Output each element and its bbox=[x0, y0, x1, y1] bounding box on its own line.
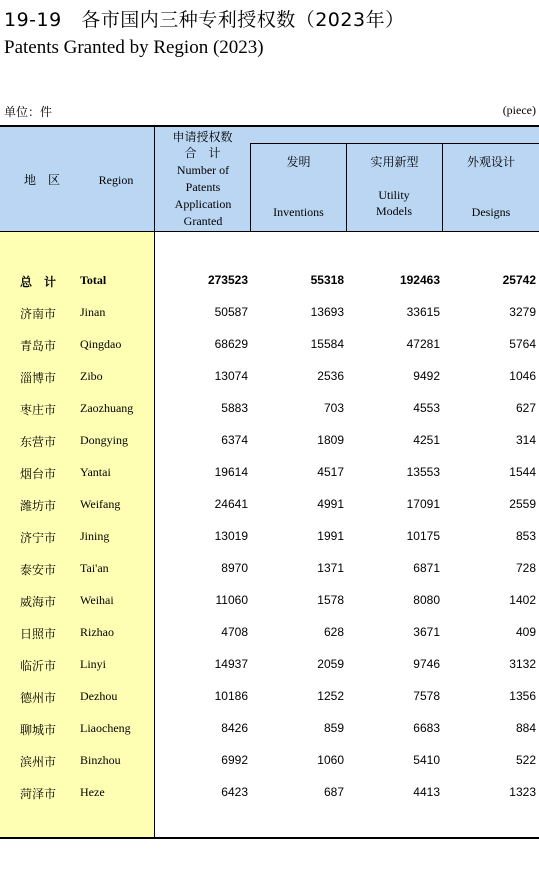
cell-inventions: 15584 bbox=[310, 337, 344, 351]
cell-utility: 10175 bbox=[406, 529, 440, 543]
table-row bbox=[0, 456, 539, 488]
region-name-zh: 菏泽市 bbox=[20, 787, 57, 801]
cell-utility: 33615 bbox=[406, 305, 440, 319]
page-title-english: Patents Granted by Region (2023) bbox=[4, 37, 264, 58]
region-name-en: Jinan bbox=[80, 305, 106, 319]
cell-utility: 17091 bbox=[406, 497, 440, 511]
cell-utility: 5410 bbox=[413, 753, 440, 767]
header-designs-zh: 外观设计 bbox=[466, 155, 515, 169]
header-inventions-en: Inventions bbox=[273, 205, 324, 219]
region-name-zh: 日照市 bbox=[20, 627, 57, 641]
table-row bbox=[0, 776, 539, 808]
cell-total: 273523 bbox=[207, 273, 248, 287]
cell-designs: 728 bbox=[515, 561, 536, 575]
cell-total: 8970 bbox=[221, 561, 248, 575]
region-name-zh: 潍坊市 bbox=[20, 499, 57, 513]
header-total-zh-line1: 申请授权数 bbox=[172, 130, 233, 144]
cell-total: 4708 bbox=[221, 625, 248, 639]
cell-designs: 1323 bbox=[509, 785, 536, 799]
cell-inventions: 1578 bbox=[317, 593, 344, 607]
region-name-zh: 青岛市 bbox=[20, 339, 57, 353]
cell-utility: 8080 bbox=[413, 593, 440, 607]
cell-inventions: 628 bbox=[323, 625, 344, 639]
region-name-en: Dongying bbox=[80, 433, 128, 447]
table-row bbox=[0, 712, 539, 744]
region-name-zh: 泰安市 bbox=[20, 563, 57, 577]
cell-designs: 853 bbox=[515, 529, 536, 543]
header-top-band bbox=[250, 127, 539, 143]
cell-total: 11060 bbox=[215, 593, 248, 607]
cell-inventions: 1809 bbox=[317, 433, 344, 447]
header-region-zh: 地 区 bbox=[23, 173, 60, 187]
cell-total: 13019 bbox=[214, 529, 248, 543]
cell-inventions: 1060 bbox=[317, 753, 344, 767]
header-designs-en: Designs bbox=[471, 205, 511, 219]
cell-total: 14937 bbox=[214, 657, 248, 671]
region-name-en: Tai'an bbox=[80, 561, 109, 575]
cell-inventions: 2059 bbox=[317, 657, 344, 671]
cell-total: 10186 bbox=[214, 689, 248, 703]
table-row bbox=[0, 360, 539, 392]
cell-utility: 9492 bbox=[413, 369, 440, 383]
cell-total: 6374 bbox=[221, 433, 248, 447]
region-name-zh: 临沂市 bbox=[20, 659, 57, 673]
region-name-zh: 总计 bbox=[20, 275, 69, 289]
cell-inventions: 1252 bbox=[317, 689, 344, 703]
cell-inventions: 859 bbox=[323, 721, 344, 735]
cell-inventions: 4517 bbox=[317, 465, 344, 479]
cell-total: 24641 bbox=[214, 497, 248, 511]
region-name-en: Weifang bbox=[80, 497, 121, 511]
header-region-en: Region bbox=[98, 173, 134, 187]
region-name-en: Heze bbox=[80, 785, 105, 799]
cell-utility: 9746 bbox=[413, 657, 440, 671]
cell-designs: 627 bbox=[515, 401, 536, 415]
cell-inventions: 55318 bbox=[310, 273, 344, 287]
header-inventions-zh: 发明 bbox=[286, 155, 311, 169]
region-name-en: Jining bbox=[80, 529, 110, 543]
cell-total: 50587 bbox=[214, 305, 248, 319]
region-name-zh: 东营市 bbox=[20, 435, 57, 449]
table-row bbox=[0, 680, 539, 712]
table-row bbox=[0, 392, 539, 424]
region-name-zh: 淄博市 bbox=[20, 371, 57, 385]
cell-designs: 314 bbox=[515, 433, 536, 447]
page-title-chinese: 19-19 各市国内三种专利授权数（2023年） bbox=[4, 9, 405, 31]
cell-inventions: 1371 bbox=[317, 561, 344, 575]
region-name-en: Total bbox=[80, 273, 107, 287]
patents-table bbox=[0, 125, 539, 839]
cell-total: 13074 bbox=[214, 369, 248, 383]
region-name-zh: 枣庄市 bbox=[20, 403, 57, 417]
table-row bbox=[0, 744, 539, 776]
region-name-zh: 济宁市 bbox=[20, 531, 57, 545]
cell-inventions: 703 bbox=[323, 401, 344, 415]
cell-designs: 522 bbox=[515, 753, 536, 767]
cell-utility: 47281 bbox=[406, 337, 440, 351]
region-name-zh: 烟台市 bbox=[20, 467, 57, 481]
region-name-en: Qingdao bbox=[80, 337, 122, 351]
cell-designs: 409 bbox=[515, 625, 536, 639]
unit-label-english: (piece) bbox=[502, 103, 536, 117]
cell-inventions: 687 bbox=[323, 785, 344, 799]
region-name-en: Zibo bbox=[80, 369, 103, 383]
region-name-zh: 聊城市 bbox=[20, 723, 57, 737]
cell-utility: 3671 bbox=[413, 625, 440, 639]
cell-utility: 4251 bbox=[413, 433, 440, 447]
region-name-zh: 威海市 bbox=[20, 595, 57, 609]
cell-inventions: 13693 bbox=[310, 305, 344, 319]
cell-utility: 192463 bbox=[399, 273, 440, 287]
table-bottom-rule bbox=[0, 837, 539, 839]
region-name-en: Binzhou bbox=[80, 753, 121, 767]
cell-utility: 4553 bbox=[413, 401, 440, 415]
cell-utility: 4413 bbox=[413, 785, 440, 799]
cell-total: 19614 bbox=[214, 465, 248, 479]
cell-designs: 1356 bbox=[509, 689, 536, 703]
cell-inventions: 1991 bbox=[317, 529, 344, 543]
cell-designs: 884 bbox=[515, 721, 536, 735]
cell-total: 68629 bbox=[214, 337, 248, 351]
header-utility-en: Utility Models bbox=[376, 188, 412, 218]
header-utility-zh: 实用新型 bbox=[370, 155, 419, 169]
cell-total: 6992 bbox=[221, 753, 248, 767]
table-row bbox=[0, 552, 539, 584]
cell-inventions: 2536 bbox=[317, 369, 344, 383]
table-row bbox=[0, 424, 539, 456]
cell-designs: 3279 bbox=[509, 305, 536, 319]
cell-inventions: 4991 bbox=[317, 497, 344, 511]
region-name-zh: 德州市 bbox=[20, 691, 57, 705]
table-row bbox=[0, 616, 539, 648]
region-name-en: Dezhou bbox=[80, 689, 118, 703]
header-total-zh-line2: 合 计 bbox=[184, 146, 221, 160]
cell-designs: 1544 bbox=[509, 465, 536, 479]
cell-utility: 13553 bbox=[406, 465, 440, 479]
region-name-en: Zaozhuang bbox=[80, 401, 134, 415]
cell-designs: 5764 bbox=[509, 337, 536, 351]
region-name-en: Rizhao bbox=[80, 625, 114, 639]
region-name-en: Liaocheng bbox=[80, 721, 131, 735]
cell-total: 6423 bbox=[221, 785, 248, 799]
cell-designs: 2559 bbox=[509, 497, 536, 511]
header-divider bbox=[250, 143, 539, 144]
cell-utility: 7578 bbox=[413, 689, 440, 703]
cell-total: 8426 bbox=[221, 721, 248, 735]
cell-total: 5883 bbox=[221, 401, 248, 415]
region-name-en: Yantai bbox=[80, 465, 111, 479]
header-total-en: Number of Patents Application Granted bbox=[174, 163, 232, 228]
table-row bbox=[0, 648, 539, 680]
table-row bbox=[0, 584, 539, 616]
table-row bbox=[0, 520, 539, 552]
cell-utility: 6683 bbox=[413, 721, 440, 735]
table-row-total bbox=[0, 264, 539, 296]
unit-label-chinese: 单位：件 bbox=[4, 105, 53, 119]
cell-designs: 3132 bbox=[509, 657, 536, 671]
region-name-en: Linyi bbox=[80, 657, 106, 671]
region-name-zh: 济南市 bbox=[20, 307, 57, 321]
region-name-zh: 滨州市 bbox=[20, 755, 57, 769]
cell-designs: 1402 bbox=[509, 593, 536, 607]
cell-designs: 25742 bbox=[502, 273, 536, 287]
table-row bbox=[0, 296, 539, 328]
cell-designs: 1046 bbox=[509, 369, 536, 383]
region-name-en: Weihai bbox=[80, 593, 114, 607]
cell-utility: 6871 bbox=[413, 561, 440, 575]
table-row bbox=[0, 488, 539, 520]
table-row bbox=[0, 328, 539, 360]
